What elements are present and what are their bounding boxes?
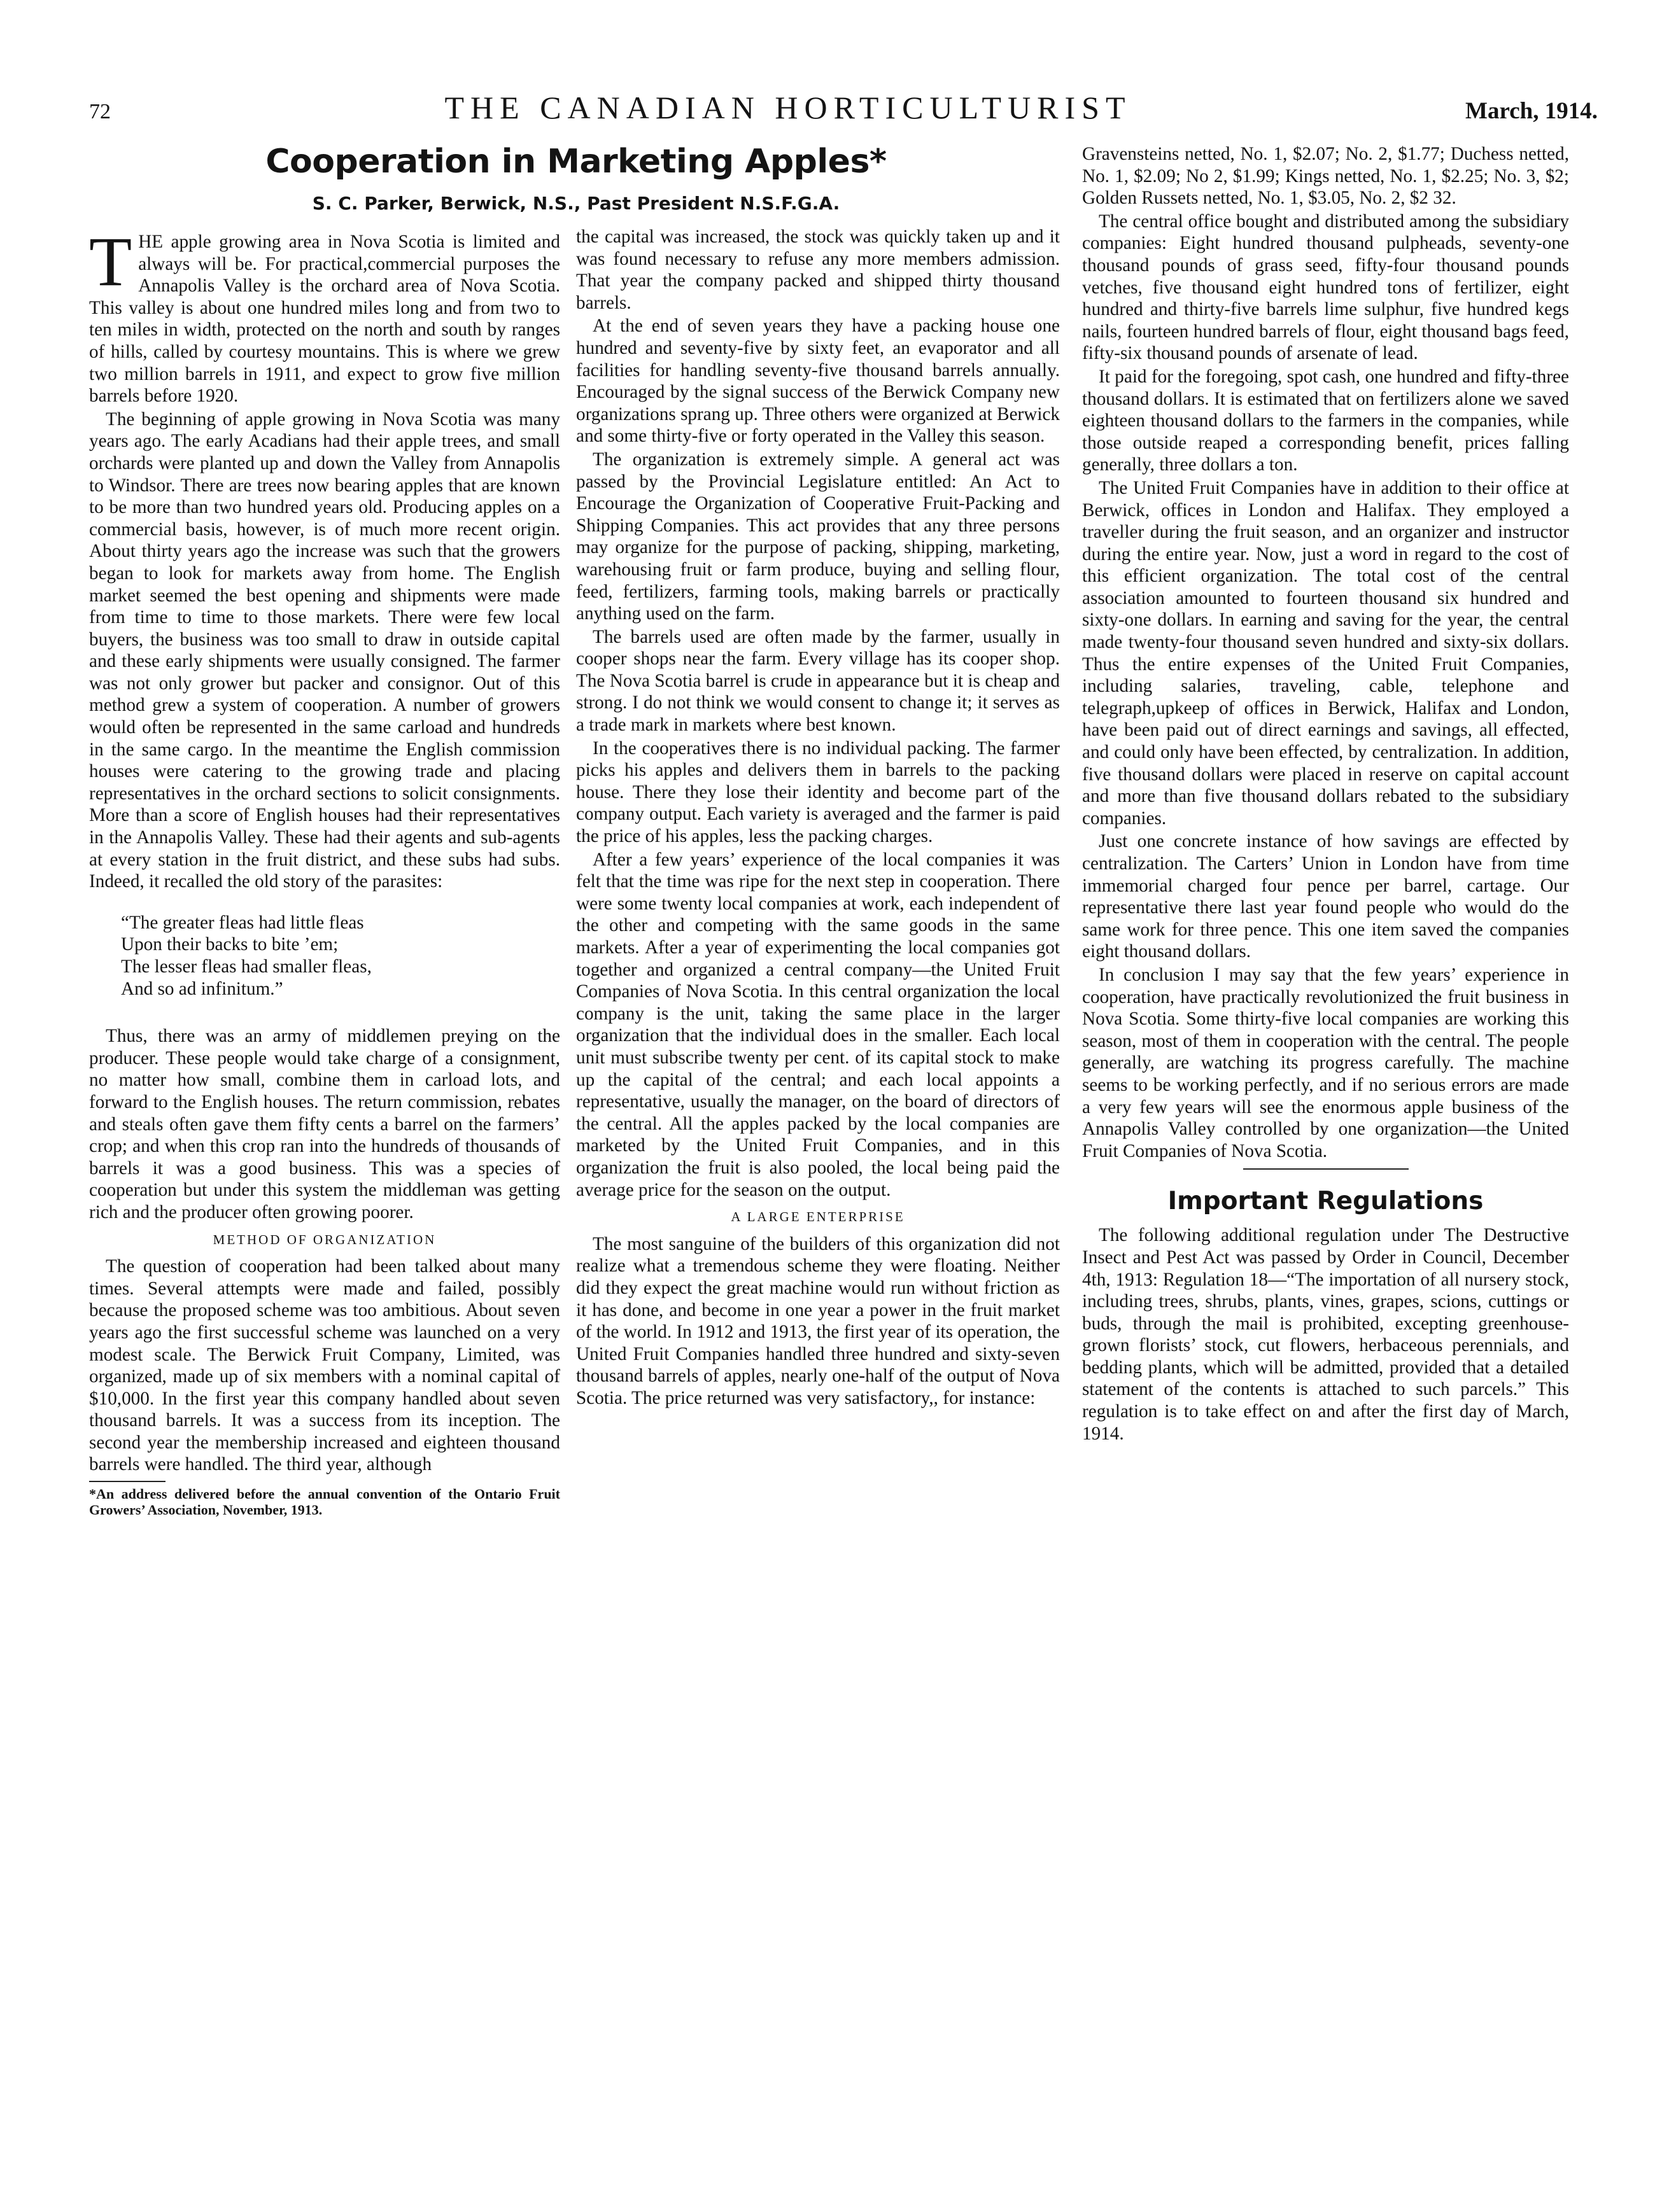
footnote: *An address delivered before the annual convention of the Ontario Fruit Growers’ Association, November, 1913. xyxy=(89,1486,560,1518)
section-rule xyxy=(1243,1168,1409,1170)
issue-date: March, 1914. xyxy=(1465,98,1598,124)
regulations-title: Important Regulations xyxy=(1167,1187,1484,1216)
column-3 xyxy=(1082,143,1569,2148)
paragraph-text: HE apple growing area in Nova Scotia is limited and always will be. For practical,commercial purposes the Annapolis Valley is the orchard area of Nova Scotia. This valley is about one hundred miles long and from two to ten miles in width, protected on the north and south by ranges of hills, called by courtesy mountains. This is where we grew two million barrels in 1911, and expect to grow five million barrels before 1920. xyxy=(89,232,560,407)
poem-line: And so ad infinitum.” xyxy=(121,978,283,999)
article-title: Cooperation in Marketing Apples* xyxy=(265,143,887,181)
paragraph: The beginning of apple growing in Nova Scotia was many years ago. The early Acadians had their apple trees, and small orchards were planted up and down the Valley from Annapolis to Windsor. There are trees now bearing apples that are known to be more than two hundred years old. Producing apples on a commercial basis, however, is of much more recent origin. About thirty years ago the increase was such that the growers began to look for markets away from home. The English market seemed the best opening and shipments were made from time to time to those markets. There were few local buyers, the business was too small to draw in outside capital and these early shipments were usually consigned. The farmer was not only grower but packer and consignor. Out of this method grew a system of cooperation. A number of growers would often be represented in the same carload and hundreds in the same cargo. In the meantime the English commission houses were catering to the growing trade and placing representatives in the orchard sections to solicit consignments. More than a score of English houses had their representatives in the Annapolis Valley. These had their agents and sub-agents at every station in the fruit district, and these subs had subs. Indeed, it recalled the old story of the parasites: xyxy=(89,409,560,892)
paragraph: Just one concrete instance of how savings are effected by centralization. The Carters’ Union in London have from time immemorial charged four pence per barrel, cartage. Our representative there last year found people who would do the same work for three pence. This one item saved the companies eight thousand dollars. xyxy=(1082,831,1569,962)
paragraph: The organization is extremely simple. A general act was passed by the Provincial Legislature entitled: An Act to Encourage the Organization of Cooperative Fruit-Packing and Shipping Companies. This act provides that any three persons may organize for the purpose of packing, shipping, marketing, warehousing fruit or farm produce, buying and selling flour, feed, fertilizers, farming tools, making barrels or practically anything used on the farm. xyxy=(576,449,1060,624)
poem-line: Upon their backs to bite ’em; xyxy=(121,934,339,955)
page-number: 72 xyxy=(89,100,111,123)
subhead-large-enterprise: A LARGE ENTERPRISE xyxy=(731,1209,905,1225)
column-2 xyxy=(576,226,1060,2148)
article-byline: S. C. Parker, Berwick, N.S., Past President N.S.F.G.A. xyxy=(312,193,840,214)
paragraph: The question of cooperation had been talked about many times. Several attempts were made and failed, possibly because the proposed scheme was too ambitious. About seven years ago the first successful scheme was launched on a very modest scale. The Berwick Fruit Company, Limited, was organized, made up of six members with a nominal capital of $10,000. In the first year this company handled about seven thousand barrels. It was a success from its inception. The second year the membership increased and eighteen thousand barrels were handled. The third year, although xyxy=(89,1256,560,1475)
paragraph: The United Fruit Companies have in addition to their office at Berwick, offices in London and Halifax. They employed a traveller during the fruit season, and an organizer and instructor during the entire year. Now, just a word in regard to the cost of this efficient organization. The total cost of the central association amounted to fourteen thousand six hundred and sixty-one dollars. In earning and saving for the year, the central made twenty-four thousand seven hundred and sixty-six dollars. Thus the entire expenses of the United Fruit Companies, including salaries, traveling, cable, telephone and telegraph,upkeep of offices in Berwick, Halifax and London, have been paid out of direct earnings and savings, all effected, and could only have been effected, by centralization. In addition, five thousand dollars were placed in reserve on capital account and more than five thousand dollars rebated to the subsidiary companies. xyxy=(1082,477,1569,829)
column-1 xyxy=(89,143,560,2148)
paragraph: At the end of seven years they have a packing house one hundred and seventy-five by sixty feet, an evaporator and all facilities for handling seventy-five thousand barrels annually. Encouraged by the signal success of the Berwick Company new organizations sprang up. Three others were organized at Berwick and some thirty-five or forty operated in the Valley this season. xyxy=(576,316,1060,447)
drop-cap: T xyxy=(89,223,132,300)
poem-line: The lesser fleas had smaller fleas, xyxy=(121,956,372,977)
running-header xyxy=(89,89,1598,127)
paragraph: Gravensteins netted, No. 1, $2.07; No. 2, $1.77; Duchess netted, No. 1, $2.09; No 2, $1.99; Kings netted, No. 1, $2.25; No. 3, $2; Golden Russets netted, No. 1, $3.05, No. 2, $2 32. xyxy=(1082,144,1569,209)
paragraph: The most sanguine of the builders of this organization did not realize what a tremendous scheme they were floating. Neither did they expect the great machine would run without friction as it has done, and become in one year a power in the fruit market of the world. In 1912 and 1913, the first year of its operation, the United Fruit Companies handled three hundred and sixty-seven thousand barrels of apples, nearly one-half of the output of Nova Scotia. The price returned was very satisfactory,, for instance: xyxy=(576,1233,1060,1408)
paragraph-intro xyxy=(89,223,560,407)
paragraph: Thus, there was an army of middlemen preying on the producer. These people would take charge of a consignment, no matter how small, combine them in carload lots, and forward to the English houses. The return commission, rebates and steals often gave them fifty cents a barrel on the farmers’ crop; and when this crop ran into the hundreds of thousands of barrels it was a good business. This was a species of cooperation but under this system the middleman was getting rich and the producer often growing poorer. xyxy=(89,1026,560,1222)
paragraph: After a few years’ experience of the local companies it was felt that the time was ripe for the next step in cooperation. There were some twenty local companies at work, each independent of the other and competing with the same goods in the same markets. After a year of experimenting the local companies got together and organized a central company—the United Fruit Companies of Nova Scotia. In this central organization the local company is the unit, taking the same place in the larger organization that the individual does in the smaller. Each local unit must subscribe twenty per cent. of its capital stock to make up the capital of the central; and each local appoints a representative, usually the manager, on the board of directors of the central. All the apples packed by the local companies are marketed by the United Fruit Companies, and in this organization the fruit is also pooled, the local being paid the average price for the season on the output. xyxy=(576,849,1060,1200)
paragraph: the capital was increased, the stock was quickly taken up and it was found necessary to refuse any more members admission. That year the company packed and shipped thirty thousand barrels. xyxy=(576,227,1060,313)
subhead-method-of-organization: METHOD OF ORGANIZATION xyxy=(213,1231,437,1247)
regulations-paragraph: The following additional regulation under The Destructive Insect and Pest Act was passed by Order in Council, December 4th, 1913: Regulation 18—“The importation of all nursery stock, including trees, shrubs, plants, vines, grapes, scions, cuttings or buds, through the mail is prohibited, excepting greenhouse-grown florists’ stock, cut flowers, herbaceous perennials, and bedding plants, which will be admitted, provided that a detailed statement of the contents is attached to such parcels.” This regulation is to take effect on and after the first day of March, 1914. xyxy=(1082,1225,1569,1444)
journal-title: THE CANADIAN HORTICULTURIST xyxy=(444,90,1132,125)
paragraph: It paid for the foregoing, spot cash, one hundred and fifty-three thousand dollars. It is estimated that on fertilizers alone we saved eighteen thousand dollars to the farmers in the companies, while those outside reaped a corresponding benefit, prices falling generally, three dollars a ton. xyxy=(1082,366,1569,475)
poem-line: “The greater fleas had little fleas xyxy=(121,912,364,933)
footnote-rule xyxy=(89,1481,165,1482)
paragraph: The central office bought and distributed among the subsidiary companies: Eight hundred thousand pulpheads, seventy-one thousand pounds of grass seed, fifty-four thousand pounds vetches, five thousand eight hundred tons of fertilizer, eight hundred and thirty-five barrels lime sulphur, five hundred kegs nails, fourteen hundred barrels of flour, eight thousand bags feed, fifty-six thousand pounds of arsenate of lead. xyxy=(1082,211,1569,364)
paragraph: The barrels used are often made by the farmer, usually in cooper shops near the farm. Every village has its cooper shop. The Nova Scotia barrel is crude in appearance but it is cheap and strong. I do not think we would consent to change it; it serves as a trade mark in markets where best known. xyxy=(576,626,1060,736)
paragraph: In conclusion I may say that the few years’ experience in cooperation, have practically revolutionized the fruit business in Nova Scotia. Some thirty-five local companies are working this season, most of them in cooperation with the central. The people generally, are watching its progress carefully. The machine seems to be working perfectly, and if no serious errors are made a very few years will see the enormous apple business of the Annapolis Valley controlled by one organization—the United Fruit Companies of Nova Scotia. xyxy=(1082,964,1569,1161)
paragraph: In the cooperatives there is no individual packing. The farmer picks his apples and delivers them in barrels to the packing house. There they lose their identity and become part of the company output. Each variety is averaged and the farmer is paid the price of his apples, less the packing charges. xyxy=(576,738,1060,847)
poem xyxy=(89,912,560,1000)
